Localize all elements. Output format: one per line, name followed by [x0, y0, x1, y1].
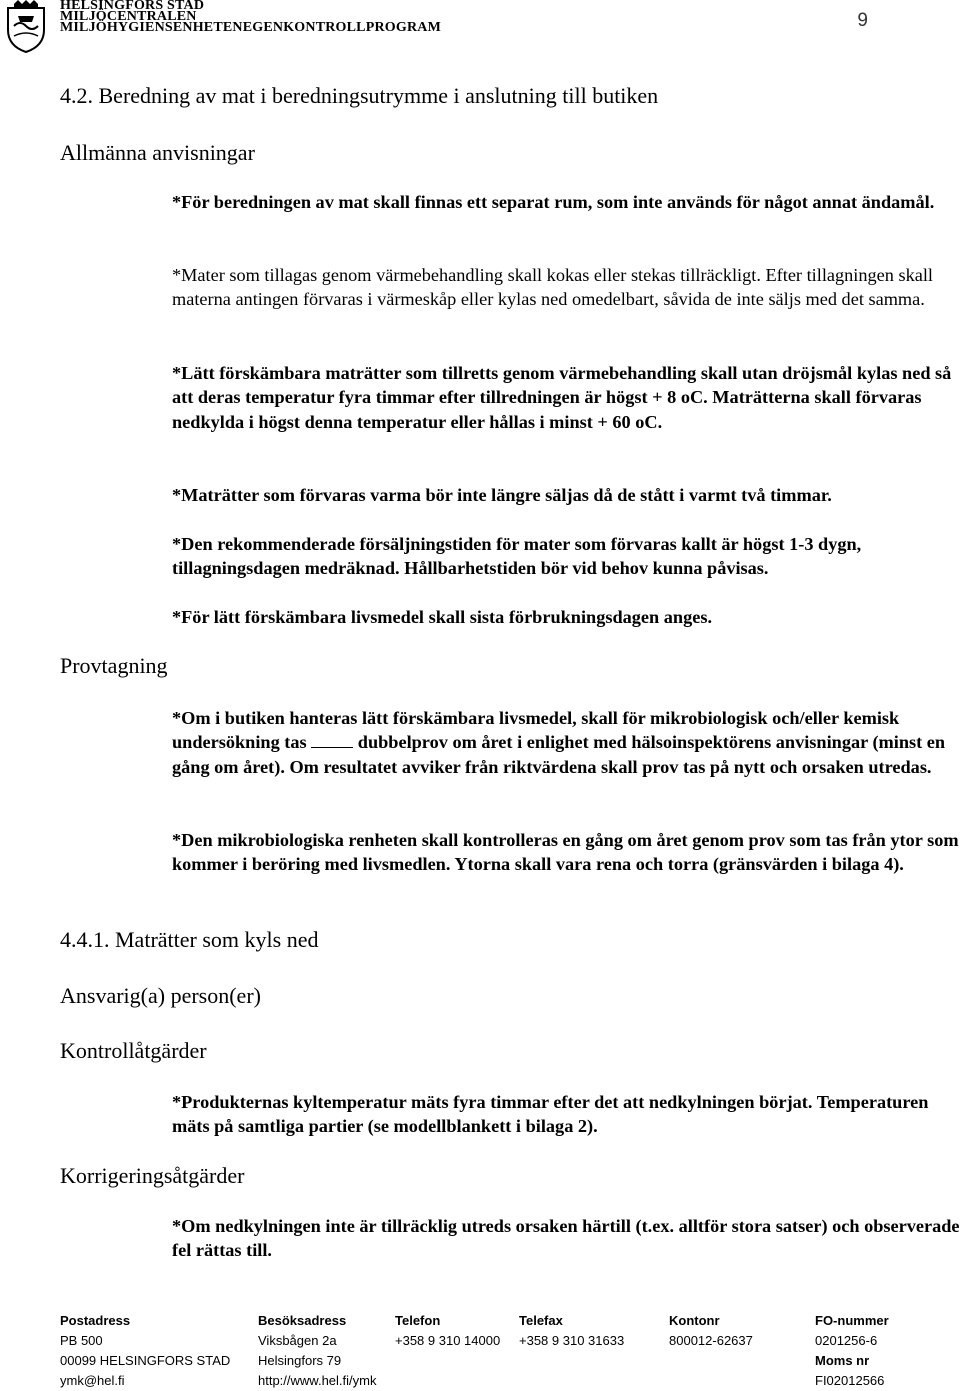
footer-fo-label: FO-nummer [815, 1313, 889, 1328]
sampling-paragraph-2: *Den mikrobiologiska renheten skall kontrolleras en gång om året genom prov som tas från ytor som kommer i beröring med livsmedlen. Ytorna skall vara rena och torra (gränsvärden i bilaga 4). [172, 830, 959, 875]
general-paragraph-4: *Maträtter som förvaras varma bör inte längre säljas då de stått i varmt två timmar. [172, 485, 832, 505]
footer-vat-label: Moms nr [815, 1353, 870, 1368]
general-paragraph-2: *Mater som tillagas genom värmebehandling skall kokas eller stekas tillräckligt. Efter tillagningen skall materna antingen förvaras i värmeskåp eller kylas ned omedelbart, såvida de inte säljs med det samma. [172, 265, 934, 310]
header-org-name: HELSINGFORS STAD [60, 0, 205, 13]
page-number: 9 [857, 10, 868, 31]
city-crest-logo [4, 0, 48, 54]
footer-fax-number: +358 9 310 31633 [519, 1333, 625, 1348]
subsection-title: 4.4.1. Maträtter som kyls ned [60, 927, 319, 952]
footer-fo-number: 0201256-6 [815, 1333, 878, 1348]
footer-fax-label: Telefax [519, 1313, 563, 1328]
footer-visit-line2: Helsingfors 79 [258, 1353, 342, 1368]
responsible-heading: Ansvarig(a) person(er) [60, 983, 261, 1008]
blank-fill-line [311, 733, 353, 748]
footer-visit-line1: Viksbågen 2a [258, 1333, 337, 1348]
sampling-text-b: dubbelprov om året i enlighet med hälsoinspektörens anvisningar (minst en gång om året). Om resultatet avviker från riktvärdena skall prov tas på nytt och orsaken utredas. [172, 732, 946, 777]
footer-postal-line1: PB 500 [60, 1333, 103, 1348]
sampling-paragraph-1 [172, 706, 960, 779]
footer-phone-number: +358 9 310 14000 [395, 1333, 501, 1348]
footer-postal [60, 1311, 230, 1391]
footer-visit-label: Besöksadress [258, 1313, 347, 1328]
header-program: MILJÖHYGIENSENHETENEGENKONTROLLPROGRAM [60, 20, 441, 35]
section-title: 4.2. Beredning av mat i beredningsutrymme i anslutning till butiken [60, 83, 659, 108]
general-paragraph-3: *Lätt förskämbara maträtter som tillretts genom värmebehandling skall utan dröjsmål kylas ned så att deras temperatur fyra timmar efter tillredningen är högst + 8 oC. Maträtterna skall förvaras nedkylda i högst denna temperatur eller hållas i minst + 60 oC. [172, 363, 952, 432]
footer-phone-label: Telefon [395, 1313, 441, 1328]
footer-account-label: Kontonr [669, 1313, 720, 1328]
general-paragraph-6: *För lätt förskämbara livsmedel skall sista förbrukningsdagen anges. [172, 607, 713, 627]
footer-visit [258, 1311, 376, 1391]
footer-account-number: 800012-62637 [669, 1333, 753, 1348]
footer-postal-line2: 00099 HELSINGFORS STAD [60, 1353, 231, 1368]
footer-phone [395, 1311, 500, 1351]
footer-fo [815, 1311, 889, 1391]
footer-postal-label: Postadress [60, 1313, 131, 1328]
general-heading: Allmänna anvisningar [60, 140, 255, 165]
header-department: MILJÖCENTRALEN [60, 9, 197, 24]
footer-account [669, 1311, 753, 1351]
general-paragraph-1: *För beredningen av mat skall finnas ett separat rum, som inte används för något annat ändamål. [172, 192, 935, 212]
footer-website: http://www.hel.fi/ymk [258, 1373, 377, 1388]
footer-email: ymk@hel.fi [60, 1373, 125, 1388]
footer-fax [519, 1311, 624, 1351]
footer-vat-number: FI02012566 [815, 1373, 885, 1388]
sampling-heading: Provtagning [60, 653, 168, 678]
control-heading: Kontrollåtgärder [60, 1038, 207, 1063]
corrective-text: *Om nedkylningen inte är tillräcklig utreds orsaken härtill (t.ex. alltför stora satser) och observerade fel rättas till. [172, 1216, 960, 1261]
corrective-heading: Korrigeringsåtgärder [60, 1163, 245, 1188]
control-text: *Produkternas kyltemperatur mäts fyra timmar efter det att nedkylningen börjat. Temperaturen mäts på samtliga partier (se modellblankett i bilaga 2). [172, 1092, 929, 1137]
sampling-text-a: *Om i butiken hanteras lätt förskämbara livsmedel, skall för mikrobiologisk och/eller kemisk undersökning tas [172, 708, 900, 753]
general-paragraph-5: *Den rekommenderade försäljningstiden för mater som förvaras kallt är högst 1-3 dygn, tillagningsdagen medräknad. Hållbarhetstiden bör vid behov kunna påvisas. [172, 534, 862, 579]
